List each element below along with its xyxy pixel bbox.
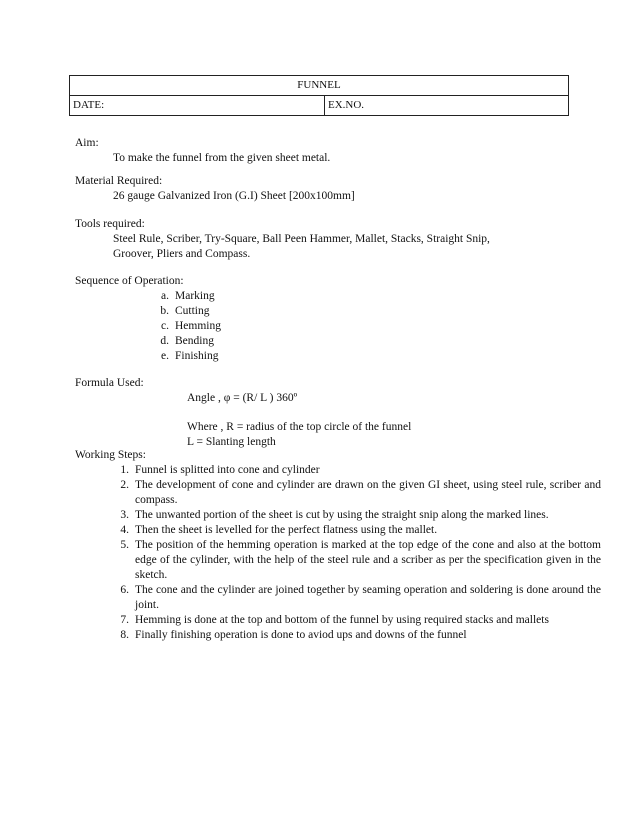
step-item <box>113 478 601 508</box>
item-text: Finishing <box>175 350 219 362</box>
formula-heading: Formula Used: <box>75 377 144 389</box>
working-steps-list <box>113 463 601 643</box>
list-item <box>147 319 575 334</box>
material-heading: Material Required: <box>75 175 163 187</box>
header-table <box>69 75 569 116</box>
item-letter: a. <box>161 290 169 302</box>
working-heading: Working Steps: <box>75 449 146 461</box>
material-text: 26 gauge Galvanized Iron (G.I) Sheet [200x100mm] <box>113 190 355 202</box>
step-text: The position of the hemming operation is marked at the top edge of the cone and also at the bottom edge of the cylinder, with the help of the steel rule and a scriber as per the specification given in the sketch. <box>135 539 601 581</box>
step-text: The unwanted portion of the sheet is cut by using the straight snip along the marked lines. <box>135 509 549 521</box>
material-section <box>75 174 575 204</box>
item-text: Hemming <box>175 320 221 332</box>
step-text: Then the sheet is levelled for the perfect flatness using the mallet. <box>135 524 438 536</box>
step-text: Hemming is done at the top and bottom of the funnel by using required stacks and mallets <box>135 614 549 626</box>
step-item <box>113 538 601 583</box>
item-letter: b. <box>160 305 169 317</box>
list-item <box>147 304 575 319</box>
list-item <box>147 289 575 304</box>
step-number: 7. <box>120 614 129 626</box>
step-number: 8. <box>120 629 129 641</box>
step-number: 2. <box>120 479 129 491</box>
item-letter: d. <box>160 335 169 347</box>
step-item <box>113 583 601 613</box>
step-number: 3. <box>120 509 129 521</box>
step-text: The cone and the cylinder are joined together by seaming operation and soldering is done around the joint. <box>135 584 601 611</box>
step-text: Finally finishing operation is done to aviod ups and downs of the funnel <box>135 629 467 641</box>
tools-line-1: Steel Rule, Scriber, Try-Square, Ball Peen Hammer, Mallet, Stacks, Straight Snip, <box>113 233 490 245</box>
aim-heading: Aim: <box>75 137 99 149</box>
step-item <box>113 463 601 478</box>
step-item <box>113 613 601 628</box>
step-number: 1. <box>120 464 129 476</box>
step-item <box>113 508 601 523</box>
list-item <box>147 349 575 364</box>
step-text: The development of cone and cylinder are drawn on the given GI sheet, using steel rule, scriber and compass. <box>135 479 601 506</box>
sequence-section <box>75 274 575 364</box>
step-text: Funnel is splitted into cone and cylinder <box>135 464 320 476</box>
tools-heading: Tools required: <box>75 218 145 230</box>
item-text: Marking <box>175 290 215 302</box>
formula-angle: Angle , φ = (R/ L ) 360º <box>187 392 298 404</box>
tools-section <box>75 217 575 262</box>
step-number: 6. <box>120 584 129 596</box>
item-letter: e. <box>161 350 169 362</box>
aim-section <box>75 136 575 166</box>
exno-field: EX.NO. <box>325 96 569 116</box>
item-text: Cutting <box>175 305 210 317</box>
formula-section <box>75 376 575 450</box>
item-text: Bending <box>175 335 214 347</box>
step-number: 5. <box>120 539 129 551</box>
formula-where-l: L = Slanting length <box>187 436 276 448</box>
list-item <box>147 334 575 349</box>
step-number: 4. <box>120 524 129 536</box>
step-item <box>113 628 601 643</box>
aim-text: To make the funnel from the given sheet metal. <box>113 152 331 164</box>
working-section <box>75 448 605 643</box>
item-letter: c. <box>161 320 169 332</box>
sequence-list <box>147 289 575 364</box>
formula-where-r: Where , R = radius of the top circle of the funnel <box>187 421 412 433</box>
step-item <box>113 523 601 538</box>
tools-line-2: Groover, Pliers and Compass. <box>113 248 251 260</box>
sequence-heading: Sequence of Operation: <box>75 275 184 287</box>
document-title: FUNNEL <box>70 76 569 96</box>
date-field: DATE: <box>70 96 325 116</box>
